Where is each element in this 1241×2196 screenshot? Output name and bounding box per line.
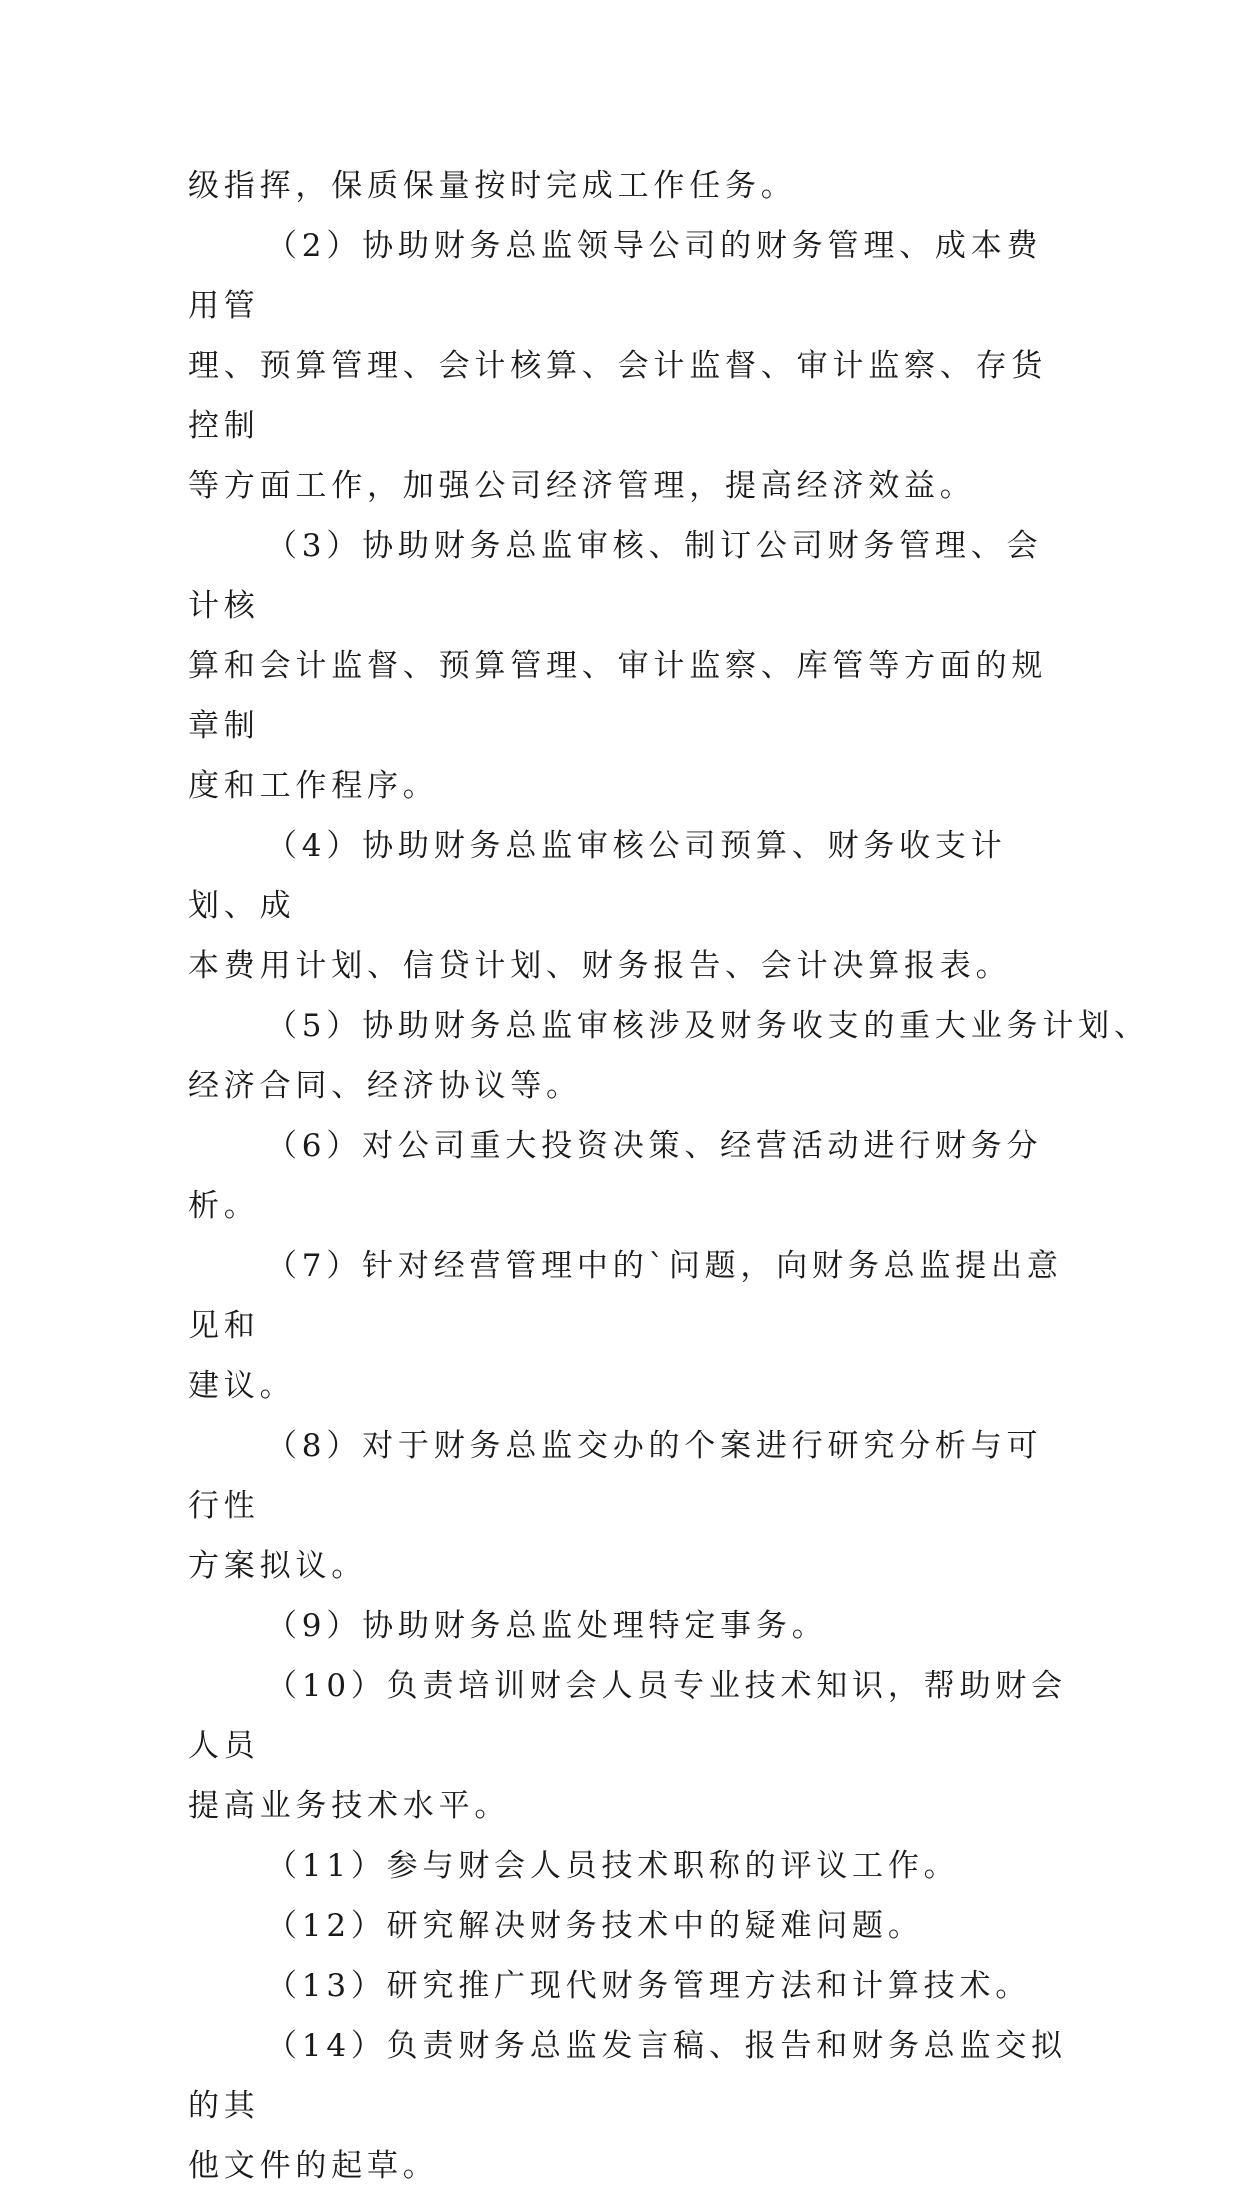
- text-line: （8）对于财务总监交办的个案进行研究分析与可行性: [188, 1428, 1043, 1524]
- paragraph-continuation: [188, 156, 1068, 216]
- paragraph-item-5: [188, 996, 1150, 1116]
- text-line: （9）协助财务总监处理特定事务。: [266, 1608, 828, 1644]
- paragraph-item-10: [188, 1656, 1068, 1836]
- text-line: 方案拟议。: [188, 1548, 367, 1584]
- text-line: 他文件的起草。: [188, 2148, 439, 2184]
- text-line: 建议。: [188, 1368, 296, 1404]
- text-line: 提高业务技术水平。: [188, 1788, 511, 1824]
- text-line: （11）参与财会人员技术职称的评议工作。: [266, 1848, 960, 1884]
- text-line: 等方面工作，加强公司经济管理，提高经济效益。: [188, 468, 976, 504]
- paragraph-item-2: [188, 216, 1068, 516]
- text-line: 理、预算管理、会计核算、会计监督、审计监察、存货控制: [188, 348, 1048, 444]
- paragraph-item-3: [188, 516, 1068, 816]
- text-line: （14）负责财务总监发言稿、报告和财务总监交拟的其: [188, 2028, 1067, 2124]
- paragraph-item-13: [188, 1956, 1068, 2016]
- text-line: 度和工作程序。: [188, 768, 439, 804]
- text-line: （5）协助财务总监审核涉及财务收支的重大业务计划、: [266, 1008, 1150, 1044]
- text-line: （2）协助财务总监领导公司的财务管理、成本费用管: [188, 228, 1043, 324]
- text-line: 经济合同、经济协议等。: [188, 1068, 582, 1104]
- paragraph-item-9: [188, 1596, 1068, 1656]
- text-line: （7）针对经营管理中的`问题，向财务总监提出意见和: [188, 1248, 1063, 1344]
- text-line: 算和会计监督、预算管理、审计监察、库管等方面的规章制: [188, 648, 1048, 744]
- text-line: 级指挥，保质保量按时完成工作任务。: [188, 168, 797, 204]
- text-line: （10）负责培训财会人员专业技术知识，帮助财会人员: [188, 1668, 1067, 1764]
- document-body: [188, 156, 1150, 2196]
- text-line: （13）研究推广现代财务管理方法和计算技术。: [266, 1968, 1032, 2004]
- paragraph-item-14: [188, 2016, 1068, 2196]
- text-line: （3）协助财务总监审核、制订公司财务管理、会计核: [188, 528, 1043, 624]
- paragraph-item-6: [188, 1116, 1068, 1236]
- paragraph-item-11: [188, 1836, 1068, 1896]
- paragraph-item-7: [188, 1236, 1068, 1416]
- paragraph-item-12: [188, 1896, 1068, 1956]
- paragraph-item-4: [188, 816, 1068, 996]
- text-line: 本费用计划、信贷计划、财务报告、会计决算报表。: [188, 948, 1012, 984]
- text-line: （6）对公司重大投资决策、经营活动进行财务分析。: [188, 1128, 1043, 1224]
- text-line: （12）研究解决财务技术中的疑难问题。: [266, 1908, 924, 1944]
- paragraph-item-8: [188, 1416, 1068, 1596]
- text-line: （4）协助财务总监审核公司预算、财务收支计划、成: [188, 828, 1007, 924]
